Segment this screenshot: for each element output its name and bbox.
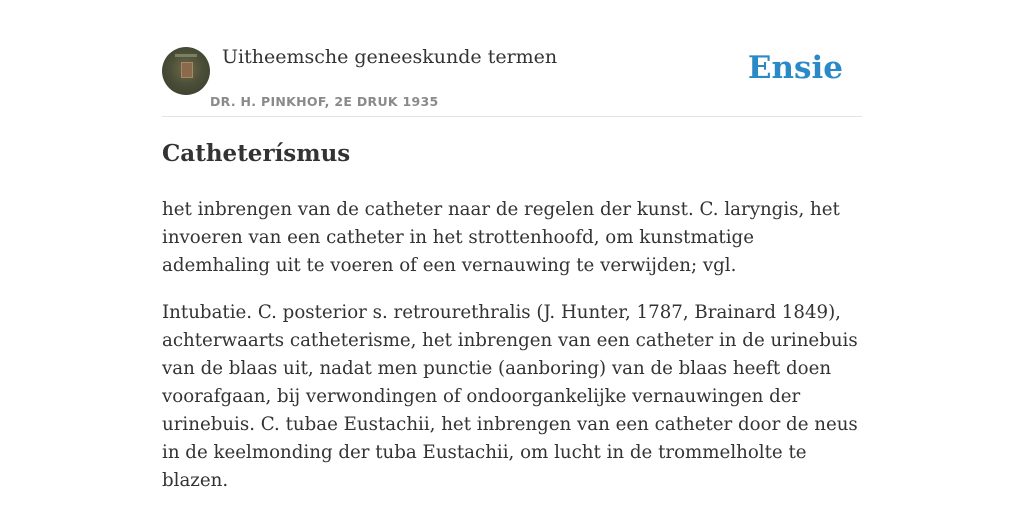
entry-paragraph-1: het inbrengen van de catheter naar de regelen der kunst. C. laryngis, het invoeren van een catheter in het strottenhoofd, om kunstmatige ademhaling uit te voeren of een vernauwing te verwijden; vgl.	[162, 199, 840, 276]
brand-logo[interactable]: Ensie	[747, 50, 843, 86]
book-cover-avatar[interactable]	[162, 47, 210, 95]
header	[162, 40, 862, 117]
entry-paragraph-2: Intubatie. C. posterior s. retrourethralis (J. Hunter, 1787, Brainard 1849), achterwaarts catheterisme, het inbrengen van een catheter in de urinebuis van de blaas uit, nadat men punctie (aanboring) van de blaas heeft doen voorafgaan, bij verwondingen of ondoorgankelijke vernauwingen der urinebuis. C. tubae Eustachii, het inbrengen van een catheter door de neus in de keelmonding der tuba Eustachii, om lucht in de trommelholte te blazen.	[162, 302, 858, 491]
entry-content	[162, 138, 864, 512]
book-title[interactable]: Uitheemsche geneeskunde termen	[222, 46, 558, 68]
book-author: DR. H. PINKHOF, 2E DRUK 1935	[210, 94, 439, 109]
book-cover-band	[175, 54, 197, 57]
book-cover-label	[181, 62, 193, 78]
entry-term: Catheterísmus	[162, 140, 351, 167]
